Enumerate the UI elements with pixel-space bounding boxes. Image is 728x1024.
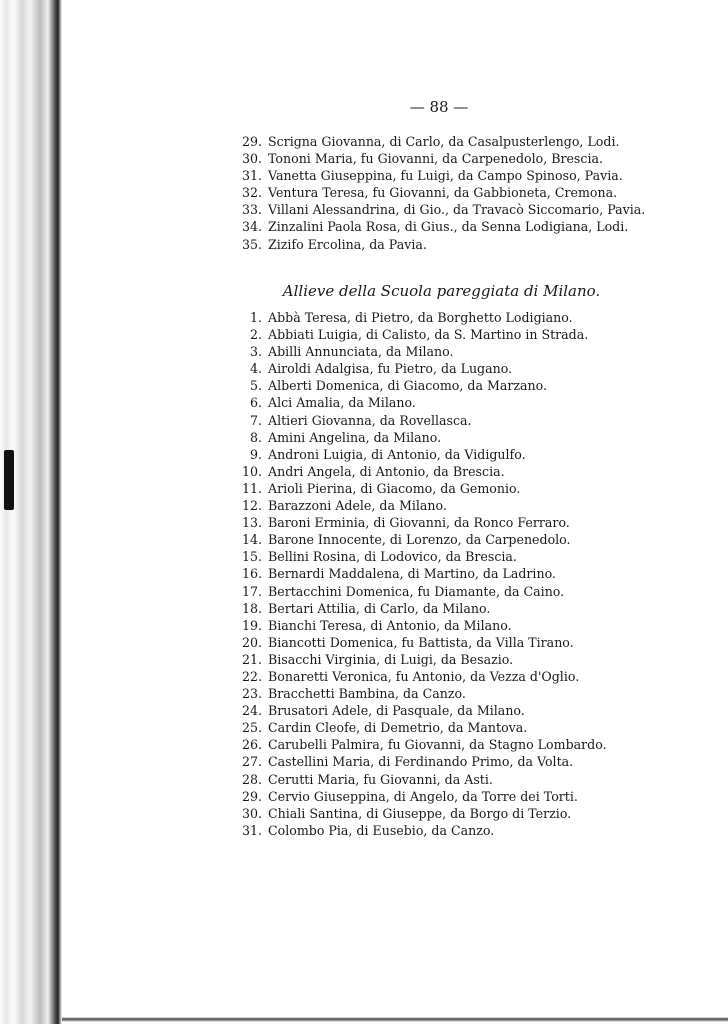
entry-number: 18.: [241, 600, 262, 616]
entry-text: Bisacchi Virginia, di Luigi, da Besazio.: [268, 651, 514, 667]
entry-number: 5.: [249, 378, 262, 394]
list-entry: [240, 201, 645, 218]
entry-text: Barazzoni Adele, da Milano.: [268, 498, 447, 514]
list-entry: [238, 702, 607, 719]
entry-text: Zizifo Ercolina, da Pavia.: [268, 236, 427, 252]
entry-number: 13.: [241, 515, 262, 531]
list-entry: [238, 617, 607, 634]
entry-number: 20.: [241, 634, 262, 650]
list-entry: [238, 463, 607, 480]
entry-number: 33.: [241, 202, 262, 218]
entry-text: Cardin Cleofe, di Demetrio, da Mantova.: [268, 720, 528, 736]
entry-number: 24.: [241, 703, 262, 719]
entry-text: Arioli Pierina, di Giacomo, da Gemonio.: [268, 480, 521, 496]
entry-text: Androni Luigia, di Antonio, da Vidigulfo.: [268, 446, 526, 462]
entry-text: Alberti Domenica, di Giacomo, da Marzano.: [268, 378, 547, 394]
list-entry: [238, 326, 607, 343]
list-entry: [238, 497, 607, 514]
binding-clip: [4, 450, 14, 510]
entry-number: 31.: [241, 822, 262, 838]
entry-text: Castellini Maria, di Ferdinando Primo, da Volta.: [268, 754, 574, 770]
entry-text: Andri Angela, di Antonio, da Brescia.: [268, 463, 505, 479]
entry-number: 22.: [241, 668, 262, 684]
section-title: Allieve della Scuola pareggiata di Milano.: [282, 282, 601, 300]
entry-number: 21.: [241, 651, 262, 667]
entry-text: Scrigna Giovanna, di Carlo, da Casalpusterlengo, Lodi.: [268, 134, 620, 149]
entry-number: 6.: [249, 395, 262, 411]
entry-text: Altieri Giovanna, da Rovellasca.: [268, 412, 472, 428]
list-entry: [238, 668, 607, 685]
entry-number: 3.: [249, 344, 262, 360]
entry-number: 9.: [249, 446, 262, 462]
entry-text: Bernardi Maddalena, di Martino, da Ladrino.: [268, 566, 556, 582]
entry-text: Bonaretti Veronica, fu Antonio, da Vezza d'Oglio.: [268, 668, 580, 684]
list-entry: [238, 360, 607, 377]
list-entry: [240, 236, 645, 253]
entry-text: Cervio Giuseppina, di Angelo, da Torre dei Torti.: [268, 788, 578, 804]
list-entry: [238, 651, 607, 668]
entry-text: Tononi Maria, fu Giovanni, da Carpenedolo, Brescia.: [268, 151, 603, 167]
book-binding-edge: [0, 0, 62, 1024]
entry-text: Bertari Attilia, di Carlo, da Milano.: [268, 600, 491, 616]
list-entry: [240, 167, 645, 184]
list-entry: [238, 343, 607, 360]
list-entry: [238, 412, 607, 429]
entry-number: 8.: [249, 429, 262, 445]
entry-text: Biancotti Domenica, fu Battista, da Villa Tirano.: [268, 634, 574, 650]
list-entry: [240, 133, 645, 150]
entry-text: Barone Innocente, di Lorenzo, da Carpenedolo.: [268, 532, 571, 548]
page-bottom-edge: [62, 1017, 728, 1022]
list-entry: [238, 771, 607, 788]
entry-number: 23.: [241, 686, 262, 702]
list-entry: [238, 565, 607, 582]
entry-text: Abbà Teresa, di Pietro, da Borghetto Lodigiano.: [268, 310, 573, 325]
entry-number: 26.: [241, 737, 262, 753]
entry-number: 27.: [241, 754, 262, 770]
entry-text: Villani Alessandrina, di Gio., da Travacò Siccomario, Pavia.: [268, 202, 646, 218]
list-entry: [238, 753, 607, 770]
entry-number: 34.: [241, 219, 262, 235]
list-entry: [238, 429, 607, 446]
entry-number: 2.: [249, 327, 262, 343]
list-entry: [238, 377, 607, 394]
entry-text: Alci Amalia, da Milano.: [268, 395, 416, 411]
entry-text: Chiali Santina, di Giuseppe, da Borgo di Terzio.: [268, 805, 572, 821]
list-entry: [238, 634, 607, 651]
list-entry: [240, 184, 645, 201]
list-entry: [238, 822, 607, 839]
entry-text: Carubelli Palmira, fu Giovanni, da Stagno Lombardo.: [268, 737, 607, 753]
entry-text: Zinzalini Paola Rosa, di Gius., da Senna Lodigiana, Lodi.: [268, 219, 629, 235]
entry-number: 10.: [241, 463, 262, 479]
entry-number: 28.: [241, 771, 262, 787]
entry-text: Brusatori Adele, di Pasquale, da Milano.: [268, 703, 525, 719]
list-entry: [238, 788, 607, 805]
list-entry: [238, 685, 607, 702]
entry-number: 32.: [241, 185, 262, 201]
entry-number: 15.: [241, 549, 262, 565]
student-list-milano: [238, 309, 607, 839]
entry-text: Colombo Pia, di Eusebio, da Canzo.: [268, 822, 495, 838]
entry-text: Baroni Erminia, di Giovanni, da Ronco Ferraro.: [268, 515, 570, 531]
entry-number: 25.: [241, 720, 262, 736]
student-list-continued: [240, 133, 645, 253]
entry-number: 31.: [241, 168, 262, 184]
entry-number: 12.: [241, 498, 262, 514]
list-entry: [238, 736, 607, 753]
entry-text: Airoldi Adalgisa, fu Pietro, da Lugano.: [268, 361, 513, 377]
entry-number: 30.: [241, 151, 262, 167]
entry-number: 14.: [241, 532, 262, 548]
entry-number: 11.: [241, 480, 262, 496]
entry-text: Cerutti Maria, fu Giovanni, da Asti.: [268, 771, 493, 787]
list-entry: [238, 548, 607, 565]
list-entry: [238, 531, 607, 548]
list-entry: [238, 446, 607, 463]
entry-number: 19.: [241, 617, 262, 633]
entry-text: Bianchi Teresa, di Antonio, da Milano.: [268, 617, 512, 633]
entry-text: Abilli Annunciata, da Milano.: [268, 344, 454, 360]
list-entry: [238, 805, 607, 822]
entry-text: Ventura Teresa, fu Giovanni, da Gabbioneta, Cremona.: [268, 185, 618, 201]
entry-number: 16.: [241, 566, 262, 582]
list-entry: [238, 719, 607, 736]
entry-number: 17.: [241, 583, 262, 599]
entry-number: 29.: [241, 134, 262, 149]
entry-number: 29.: [241, 788, 262, 804]
entry-number: 4.: [249, 361, 262, 377]
list-entry: [238, 600, 607, 617]
list-entry: [240, 218, 645, 235]
entry-text: Bertacchini Domenica, fu Diamante, da Caino.: [268, 583, 565, 599]
page-number: — 88 —: [409, 98, 469, 116]
list-entry: [240, 150, 645, 167]
list-entry: [238, 480, 607, 497]
list-entry: [238, 394, 607, 411]
entry-number: 1.: [249, 310, 262, 325]
entry-number: 7.: [249, 412, 262, 428]
entry-text: Amini Angelina, da Milano.: [268, 429, 442, 445]
entry-text: Bracchetti Bambina, da Canzo.: [268, 686, 466, 702]
list-entry: [238, 583, 607, 600]
entry-number: 35.: [241, 236, 262, 252]
list-entry: [238, 514, 607, 531]
entry-text: Vanetta Giuseppina, fu Luigi, da Campo Spinoso, Pavia.: [268, 168, 623, 184]
list-entry: [238, 309, 607, 326]
entry-number: 30.: [241, 805, 262, 821]
entry-text: Abbiati Luigia, di Calisto, da S. Martino in Strada.: [268, 327, 589, 343]
entry-text: Bellini Rosina, di Lodovico, da Brescia.: [268, 549, 517, 565]
